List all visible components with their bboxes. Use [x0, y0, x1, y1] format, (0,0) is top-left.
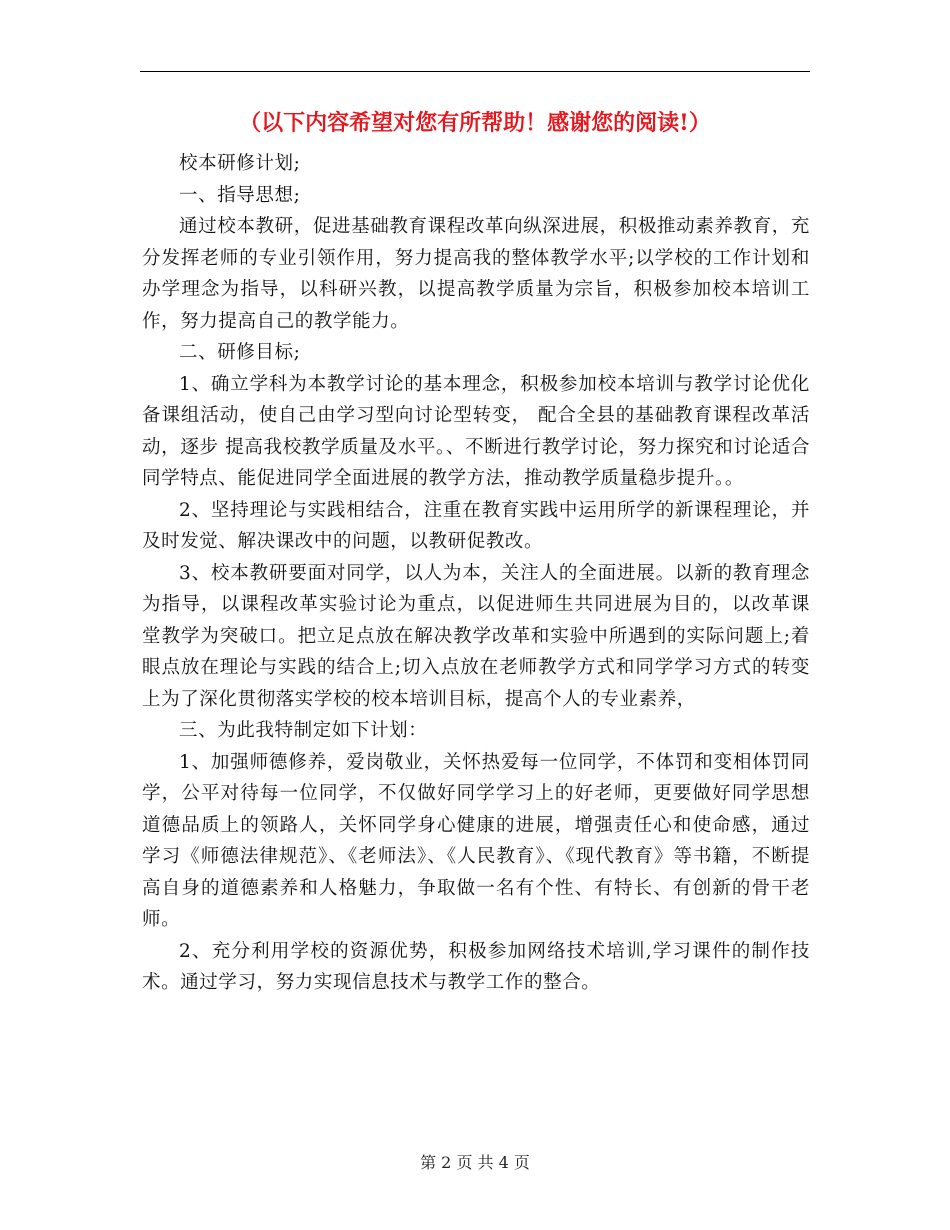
document-body	[142, 148, 810, 999]
paragraph-goal-2: 2、坚持理论与实践相结合，注重在教育实践中运用所学的新课程理论，并及时发觉、解决课改中的问题，以教研促教改。	[142, 499, 810, 552]
section-heading-guiding-ideas: 一、指导思想;	[179, 184, 301, 206]
paragraph-goal-1: 1、确立学科为本教学讨论的基本理念，积极参加校本培训与教学讨论优化备课组活动，使自己由学习型向讨论型转变， 配合全县的基础教育课程改革活动，逐步 提高我校教学质量及水平。、不断进行教学讨论，努力探究和讨论适合同学特点、能促进同学全面进展的教学方法，推动教学质量稳步提升。。	[142, 373, 810, 489]
paragraph-guiding-ideas: 通过校本教研，促进基础教育课程改革向纵深进展，积极推动素养教育，充分发挥老师的专业引领作用，努力提高我的整体教学水平;以学校的工作计划和办学理念为指导，以科研兴教，以提高教学质量为宗旨，积极参加校本培训工作，努力提高自己的教学能力。	[142, 216, 810, 332]
header-rule	[140, 71, 810, 72]
plan-title: 校本研修计划;	[179, 153, 301, 174]
paragraph-goal-3: 3、校本教研要面对同学，以人为本，关注人的全面进展。以新的教育理念为指导，以课程改革实验讨论为重点，以促进师生共同进展为目的，以改革课堂教学为突破口。把立足点放在解决教学改革和实验中所遇到的实际问题上;着眼点放在理论与实践的结合上;切入点放在老师教学方式和同学学习方式的转变上为了深化贯彻落实学校的校本培训目标，提高个人的专业素养，	[142, 562, 810, 710]
paragraph-plan-1: 1、加强师德修养，爱岗敬业，关怀热爱每一位同学，不体罚和变相体罚同学，公平对待每一位同学，不仅做好同学学习上的好老师，更要做好同学思想道德品质上的领路人，关怀同学身心健康的进展，增强责任心和使命感，通过学习《师德法律规范》、《老师法》、《人民教育》、《现代教育》等书籍，不断提高自身的道德素养和人格魅力，争取做一名有个性、有特长、有创新的骨干老师。	[142, 751, 810, 930]
section-heading-goals: 二、研修目标;	[179, 342, 301, 363]
section-heading-plan: 三、为此我特制定如下计划：	[179, 720, 428, 741]
banner-notice: （以下内容希望对您有所帮助！感谢您的阅读!）	[239, 110, 711, 136]
paragraph-plan-2: 2、充分利用学校的资源优势，积极参加网络技术培训,学习课件的制作技术。通过学习，努力实现信息技术与教学工作的整合。	[142, 940, 810, 993]
page-number: 第 2 页 共 4 页	[420, 1153, 530, 1172]
